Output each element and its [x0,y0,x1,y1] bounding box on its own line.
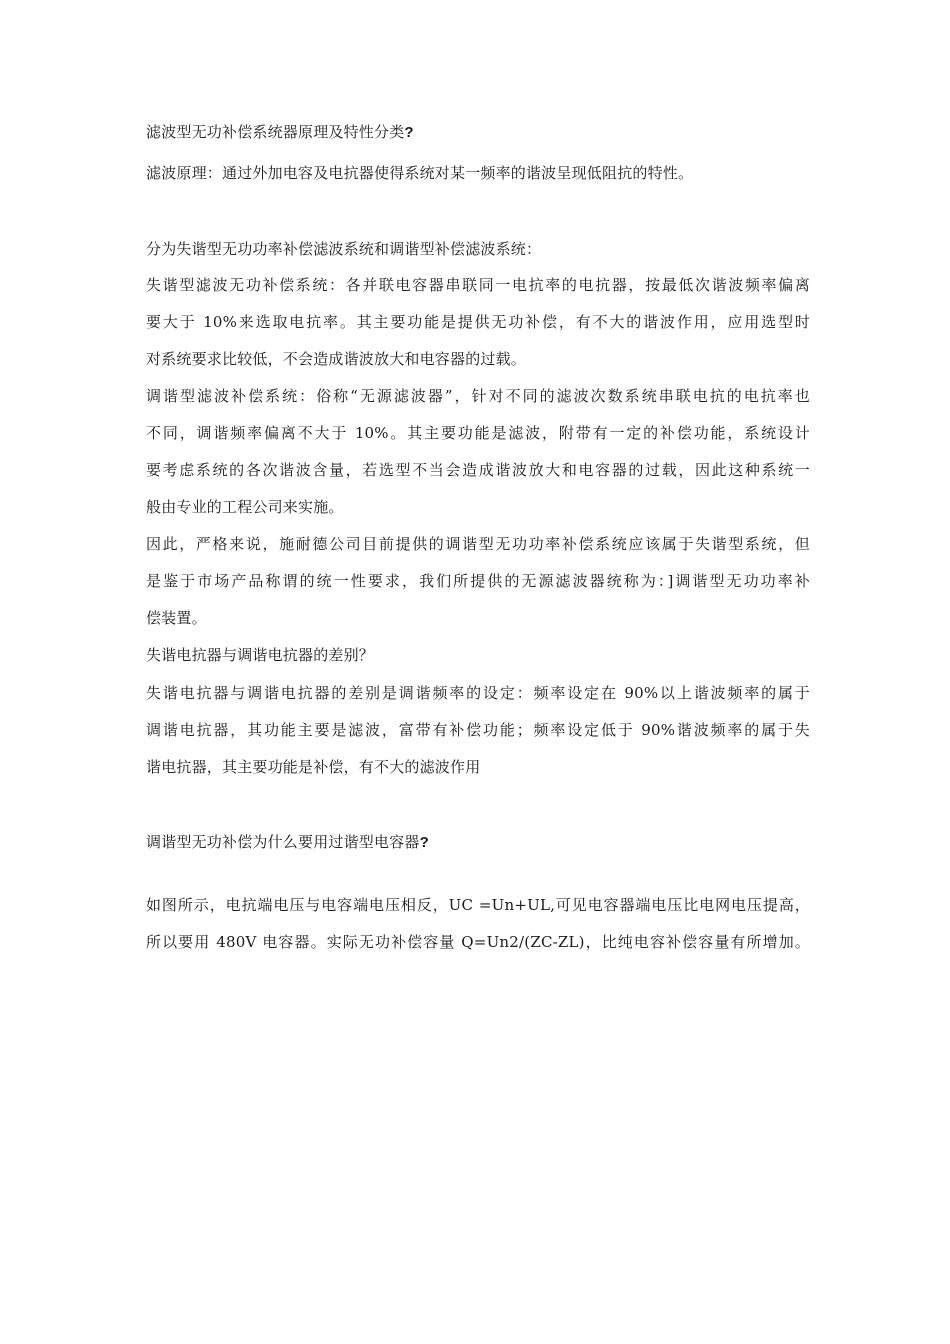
tuned-para-line-1: 调谐型滤波补偿系统：俗称“无源滤波器”，针对不同的滤波次数系统串联电抗的电抗率也 [146,387,810,405]
difference-para-line-1: 失谐电抗器与调谐电抗器的差别是调谐频率的设定：频率设定在 90%以上谐波频率的属于 [146,684,810,702]
therefore-para-line-3: 偿装置。 [146,609,207,627]
figure-para-line-1: 如图所示，电抗端电压与电容端电压相反，UC =Un+UL,可见电容器端电压比电网电压提高， [146,896,810,914]
difference-question: 失谐电抗器与调谐电抗器的差别？ [146,646,375,664]
document-title [146,121,810,144]
detuned-para-line-3: 对系统要求比较低，不会造成谐波放大和电容器的过载。 [146,350,527,368]
difference-para-line-3: 谐电抗器，其主要功能是补偿，有不大的滤波作用 [146,758,481,776]
detuned-para-line-2: 要大于 10%来选取电抗率。其主要功能是提供无功补偿，有不大的谐波作用，应用选型时 [146,313,810,331]
detuned-para-line-1: 失谐型滤波无功补偿系统：各并联电容器串联同一电抗率的电抗器，按最低次谐波频率偏离 [146,276,810,294]
therefore-para-line-1: 因此，严格来说，施耐德公司目前提供的调谐型无功功率补偿系统应该属于失谐型系统，但 [146,535,810,553]
why-question [146,831,810,854]
tuned-para-line-2: 不同，调谐频率偏离不大于 10%。其主要功能是滤波，附带有一定的补偿功能，系统设计 [146,424,810,442]
classification-line: 分为失谐型无功功率补偿滤波系统和调谐型补偿滤波系统： [146,240,542,258]
figure-para-line-2: 所以要用 480V 电容器。实际无功补偿容量 Q=Un2/(ZC-ZL)，比纯电容补偿容量有所增加。 [146,933,810,951]
difference-para-line-2: 调谐电抗器，其功能主要是滤波，富带有补偿功能；频率设定低于 90%谐波频率的属于失 [146,721,810,739]
tuned-para-line-3: 要考虑系统的各次谐波含量，若选型不当会造成谐波放大和电容器的过载，因此这种系统一 [146,461,810,479]
question-mark: ? [404,124,414,141]
therefore-para-line-2: 是鉴于市场产品称谓的统一性要求，我们所提供的无源滤波器统称为：]调谐型无功功率补 [146,572,810,590]
document-title-text: 滤波型无功补偿系统器原理及特性分类 [146,123,405,141]
question-mark: ? [419,834,429,851]
filter-principle-line: 滤波原理：通过外加电容及电抗器使得系统对某一频率的谐波呈现低阻抗的特性。 [146,164,694,182]
why-question-text: 调谐型无功补偿为什么要用过谐型电容器 [146,833,420,851]
tuned-para-line-4: 般由专业的工程公司来实施。 [146,498,344,516]
